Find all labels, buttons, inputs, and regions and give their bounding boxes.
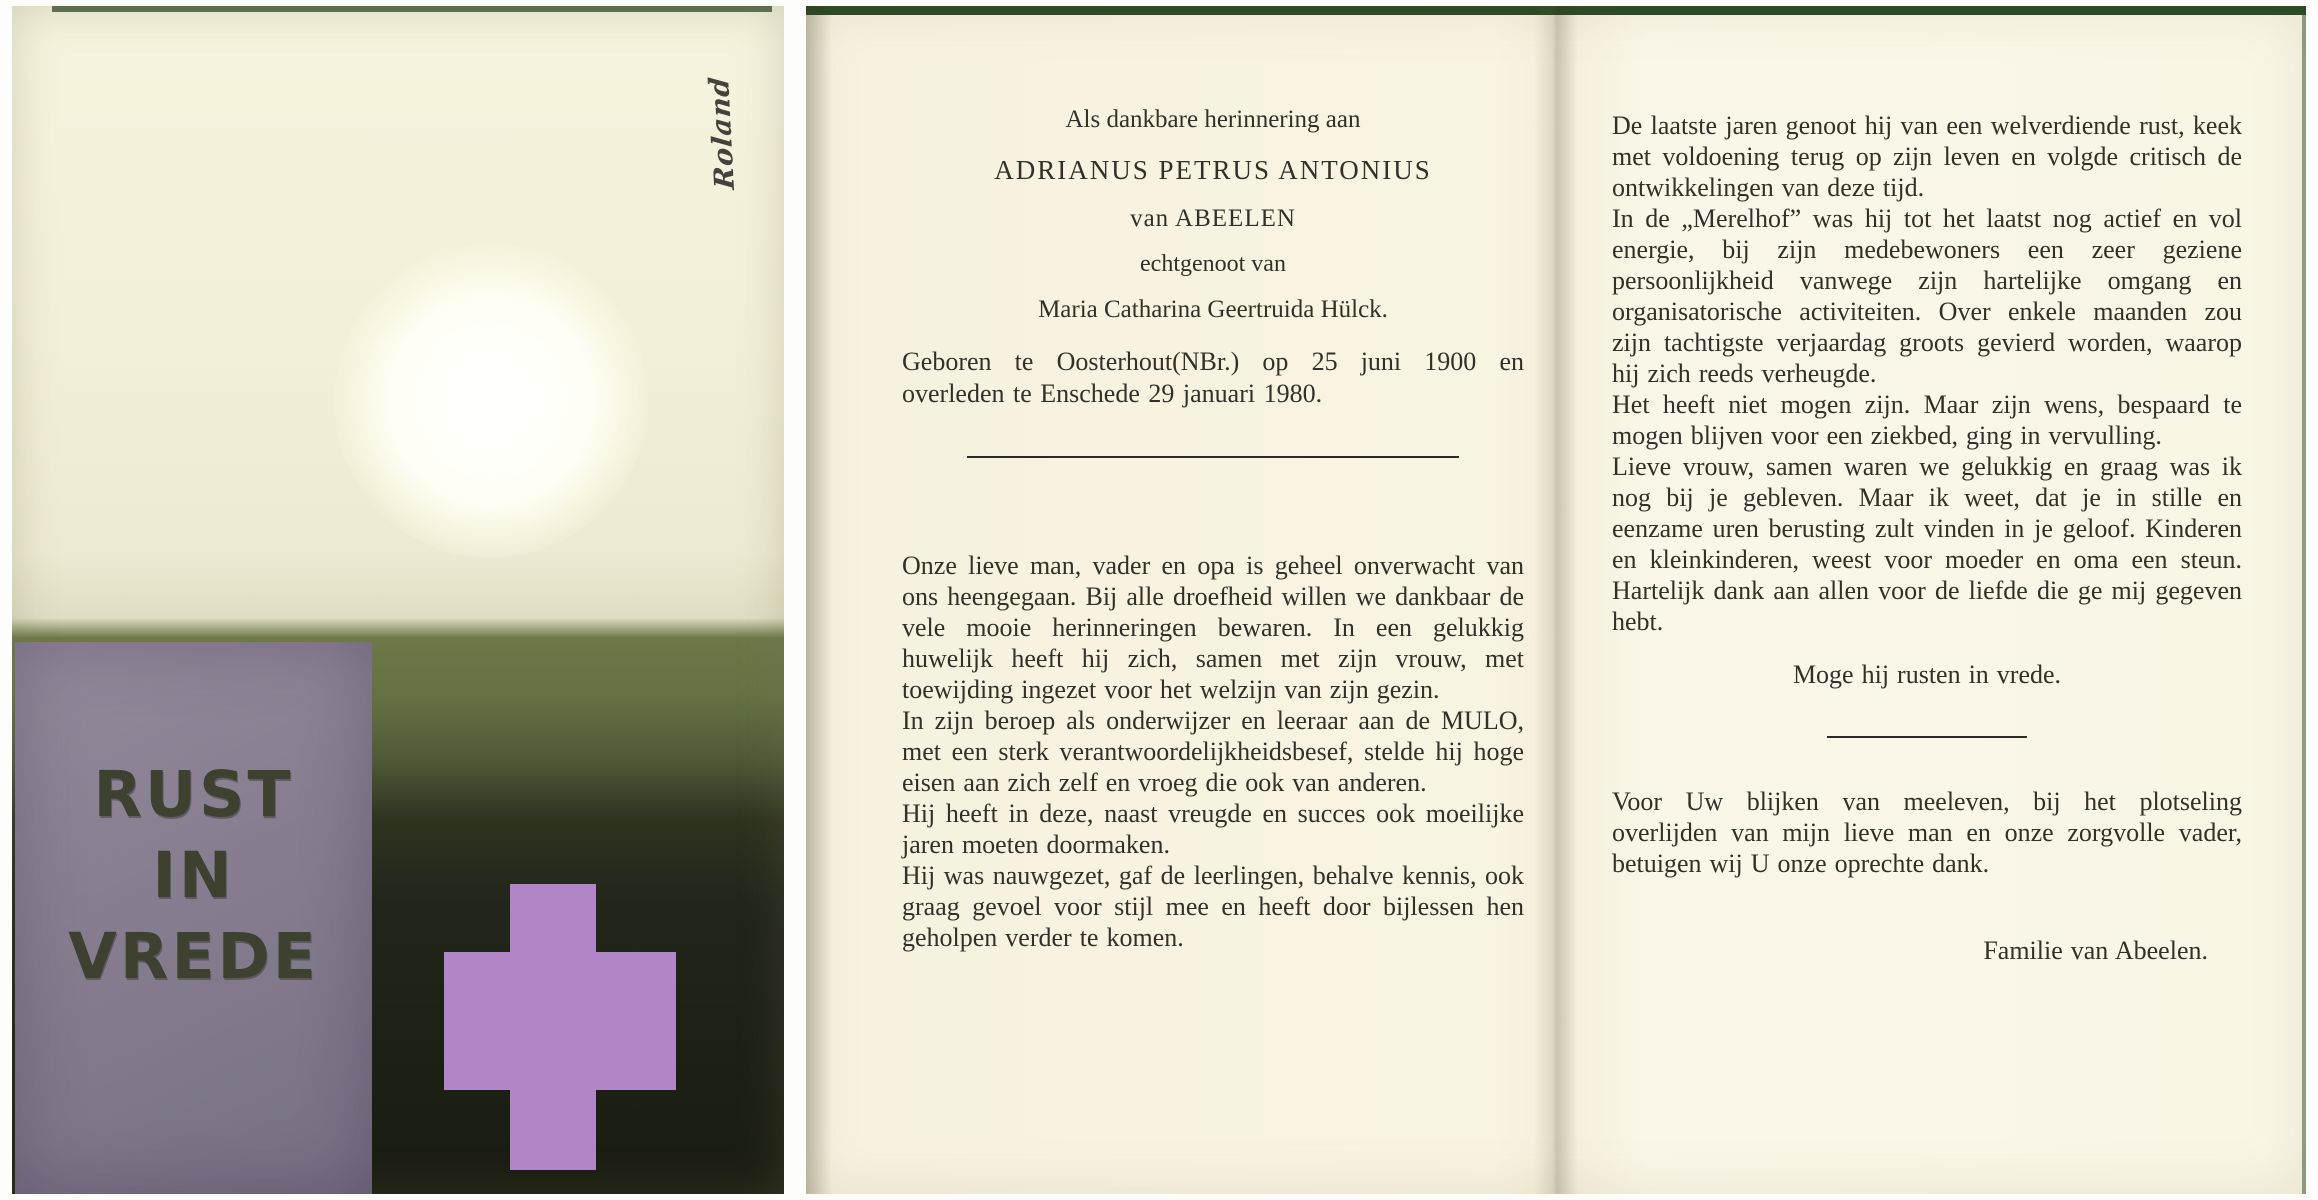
card-top-edge bbox=[52, 6, 772, 12]
paragraph: Hij heeft in deze, naast vreugde en succes ook moeilijke jaren moeten doormaken. bbox=[902, 799, 1524, 859]
cross-icon bbox=[444, 952, 676, 1090]
divider-rule bbox=[967, 456, 1459, 458]
cover-title-line: IN bbox=[152, 839, 235, 912]
birth-death-dates: Geboren te Oosterhout(NBr.) op 25 juni 1900 en overleden te Enschede 29 januari 1980. bbox=[902, 347, 1524, 408]
paragraph: Het heeft niet mogen zijn. Maar zijn wens, bespaard te mogen blijven voor een ziekbed, ging in vervulling. bbox=[1612, 390, 2242, 450]
deceased-surname: van ABEELEN bbox=[1130, 205, 1296, 232]
paragraph: Hij was nauwgezet, gaf de leerlingen, behalve kennis, ook graag gevoel voor stijl mee en heeft door bijlessen hen geholpen verder te komen. bbox=[902, 861, 1524, 952]
cover-title bbox=[15, 754, 372, 997]
cover-title-line: VREDE bbox=[68, 920, 319, 993]
left-page bbox=[902, 106, 1524, 953]
divider-rule bbox=[1827, 736, 2027, 738]
card-right-edge bbox=[2302, 6, 2306, 1194]
paragraph: De laatste jaren genoot hij van een welverdiende rust, keek met voldoening terug op zijn leven en volgde critisch de ontwikkelingen van deze tijd. bbox=[1612, 111, 2242, 202]
left-page-body bbox=[902, 550, 1524, 953]
spouse-name: Maria Catharina Geertruida Hülck. bbox=[1038, 296, 1388, 323]
paragraph: In de „Merelhof” was hij tot het laatst nog actief en vol energie, bij zijn medebewoners een zeer geziene persoonlijkheid vanwege zijn hartelijke omgang en organisatorische activiteiten. Over enkele maanden zou zijn tachtigste verjaardag groots gevierd worden, waarop hij zich reeds verheugde. bbox=[1612, 204, 2242, 388]
paragraph: Lieve vrouw, samen waren we gelukkig en graag was ik nog bij je gebleven. Maar ik weet, dat je in stille en eenzame uren berusting zult vinden in je geloof. Kinderen en kleinkinderen, weest voor moeder en oma een steun. Hartelijk dank aan allen voor de liefde die ge mij gegeven hebt. bbox=[1612, 452, 2242, 636]
cover-title-line: RUST bbox=[93, 758, 294, 831]
artist-signature: Roland bbox=[703, 75, 742, 191]
cover-panel bbox=[12, 6, 784, 1194]
page-left-shadow bbox=[806, 6, 832, 1194]
cover-title-panel bbox=[15, 642, 372, 1194]
deceased-name: ADRIANUS PETRUS ANTONIUS bbox=[994, 155, 1432, 185]
sun-artwork bbox=[334, 244, 648, 558]
spouse-intro: echtgenoot van bbox=[1140, 251, 1286, 277]
family-signature: Familie van Abeelen. bbox=[1983, 936, 2208, 965]
right-page bbox=[1612, 110, 2242, 966]
paragraph: In zijn beroep als onderwijzer en leeraar aan de MULO, met een sterk verantwoordelijkheidsbesef, stelde hij hoge eisen aan zich zelf en vroeg die ook van anderen. bbox=[902, 706, 1524, 797]
center-fold bbox=[1534, 6, 1578, 1194]
memorial-intro: Als dankbare herinnering aan bbox=[1065, 106, 1361, 133]
paragraph: Onze lieve man, vader en opa is geheel onverwacht van ons heengegaan. Bij alle droefheid willen we dankbaar de vele mooie herinneringen bewaren. In een gelukkig huwelijk heeft hij zich, samen met zijn vrouw, met toewijding ingezet voor het welzijn van zijn gezin. bbox=[902, 551, 1524, 704]
acknowledgement: Voor Uw blijken van meeleven, bij het plotseling overlijden van mijn lieve man en onze zorgvolle vader, betuigen wij U onze oprechte dank. bbox=[1612, 787, 2242, 878]
open-card bbox=[806, 6, 2306, 1194]
closing-line: Moge hij rusten in vrede. bbox=[1792, 660, 2062, 689]
